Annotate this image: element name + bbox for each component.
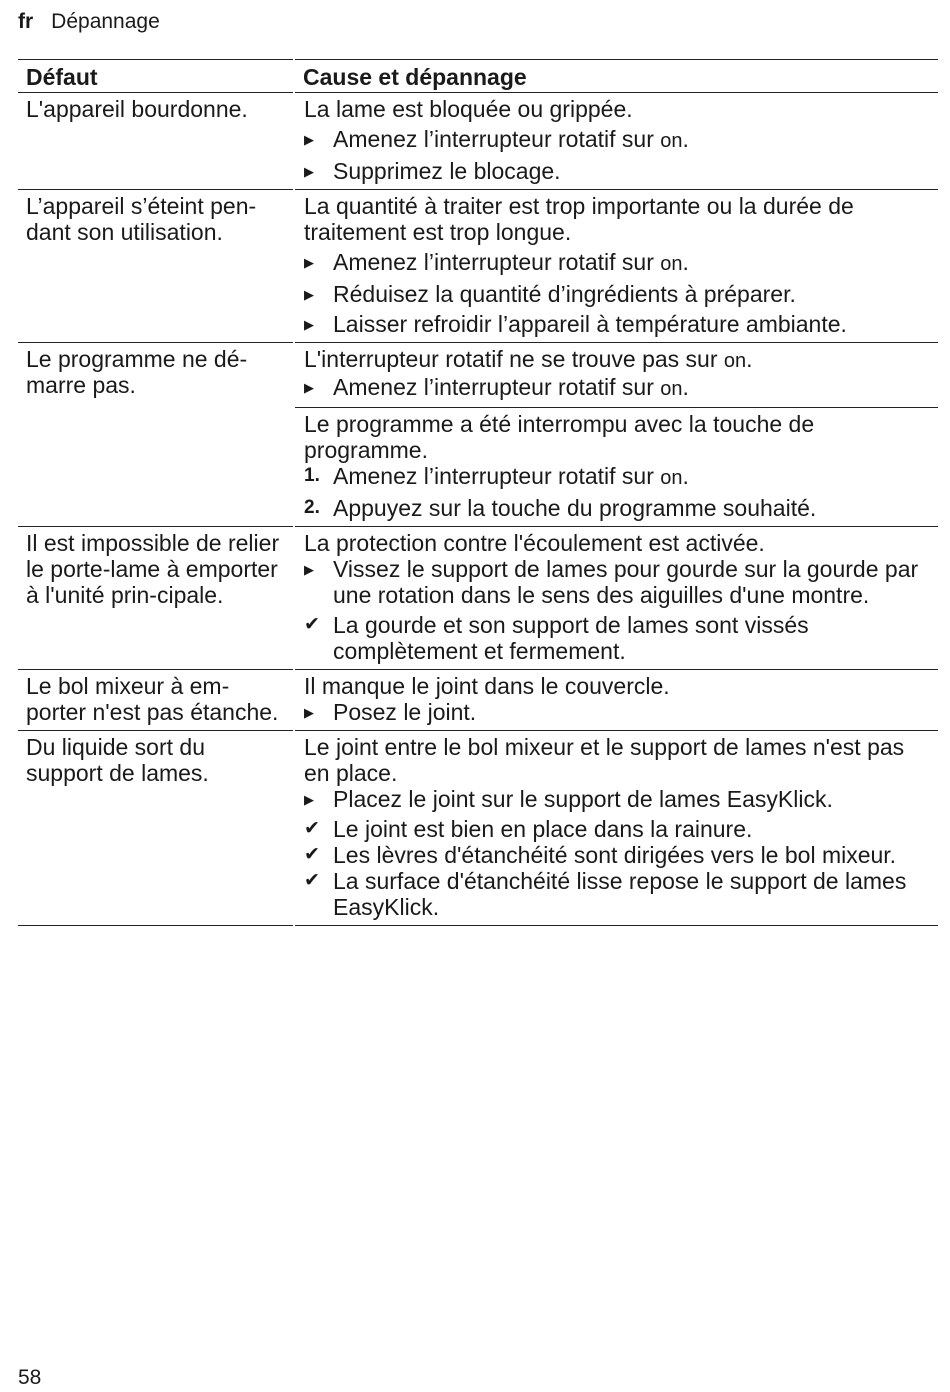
numbered-step-item: 2. Appuyez sur la touche du programme souhaité. [304, 495, 817, 521]
fault-cell: L’appareil s’éteint pen-dant son utilisation. [18, 190, 294, 343]
step-list [304, 126, 930, 184]
table-row [18, 190, 938, 343]
cause-text: La quantité à traiter est trop importante ou la durée de traitement est trop longue. [304, 193, 854, 245]
switch-position-code: on [723, 350, 747, 372]
result-item: ✔ Les lèvres d'étanchéité sont dirigées vers le bol mixeur. [304, 842, 897, 868]
table-header-row [18, 60, 938, 93]
result-item: ✔ Le joint est bien en place dans la rainure. [304, 816, 753, 842]
step-item: ▶ Laisser refroidir l’appareil à température ambiante. [304, 311, 847, 337]
cause-cell [294, 670, 938, 731]
switch-position-code: on [660, 378, 683, 400]
triangle-right-icon: ▶ [304, 317, 314, 332]
step-number: 2. [304, 497, 320, 518]
step-item: ▶ Amenez l’interrupteur rotatif sur on. [304, 249, 689, 275]
step-item: ▶ Supprimez le blocage. [304, 158, 561, 184]
page-number: 58 [18, 1366, 42, 1389]
checkmark-icon: ✔ [304, 614, 320, 635]
fault-cell: Du liquide sort du support de lames. [18, 731, 294, 926]
cause-cell [294, 93, 938, 190]
triangle-right-icon: ▶ [304, 132, 314, 147]
step-number: 1. [304, 465, 320, 486]
fault-cell: L'appareil bourdonne. [18, 93, 294, 190]
step-item: ▶ Placez le joint sur le support de lames EasyKlick. [304, 786, 833, 812]
checkmark-icon: ✔ [304, 870, 320, 891]
triangle-right-icon: ▶ [304, 164, 314, 179]
triangle-right-icon: ▶ [304, 380, 314, 395]
language-code: fr [18, 10, 34, 33]
step-list [304, 249, 930, 337]
column-header-fault: Défaut [18, 60, 294, 93]
table-row [18, 731, 938, 926]
table-row [18, 670, 938, 731]
cause-text: L'interrupteur rotatif ne se trouve pas sur on. [304, 346, 753, 372]
fault-cell: Le programme ne dé-marre pas. [18, 343, 294, 527]
fault-cell: Il est impossible de relier le porte-lame à emporter à l'unité prin-cipale. [18, 527, 294, 670]
troubleshooting-table [18, 59, 938, 926]
step-list [304, 786, 930, 920]
triangle-right-icon: ▶ [304, 792, 314, 807]
switch-position-code: on [660, 467, 683, 489]
cause-text: Il manque le joint dans le couvercle. [304, 673, 670, 699]
step-item: ▶ Amenez l’interrupteur rotatif sur on. [304, 374, 689, 400]
cause-text: Le programme a été interrompu avec la touche de programme. [304, 411, 815, 463]
result-item: ✔ La surface d'étanchéité lisse repose le support de lames EasyKlick. [304, 868, 907, 920]
table-row [18, 343, 938, 408]
triangle-right-icon: ▶ [304, 705, 314, 720]
triangle-right-icon: ▶ [304, 255, 314, 270]
cause-cell [294, 408, 938, 527]
step-item: ▶ Amenez l’interrupteur rotatif sur on. [304, 126, 689, 152]
result-item: ✔ La gourde et son support de lames sont vissés complètement et fermement. [304, 612, 809, 664]
table-row [18, 527, 938, 670]
triangle-right-icon: ▶ [304, 287, 314, 302]
section-title: Dépannage [51, 10, 160, 33]
switch-position-code: on [660, 130, 683, 152]
step-item: ▶ Réduisez la quantité d’ingrédients à préparer. [304, 281, 796, 307]
fault-cell: Le bol mixeur à em-porter n'est pas étanche. [18, 670, 294, 731]
step-item: ▶ Posez le joint. [304, 699, 477, 725]
page-header [18, 9, 160, 35]
checkmark-icon: ✔ [304, 844, 320, 865]
column-header-cause: Cause et dépannage [294, 60, 938, 93]
cause-text: La lame est bloquée ou grippée. [304, 96, 633, 122]
cause-text: La protection contre l'écoulement est activée. [304, 530, 765, 556]
numbered-step-item: 1. Amenez l’interrupteur rotatif sur on. [304, 463, 689, 489]
step-list [304, 556, 930, 664]
switch-position-code: on [660, 253, 683, 275]
step-list [304, 374, 930, 402]
cause-cell [294, 731, 938, 926]
cause-cell [294, 190, 938, 343]
cause-cell [294, 527, 938, 670]
step-item: ▶ Vissez le support de lames pour gourde sur la gourde par une rotation dans le sens des aiguilles d'une montre. [304, 556, 919, 608]
cause-cell [294, 343, 938, 408]
checkmark-icon: ✔ [304, 818, 320, 839]
step-list [304, 699, 930, 725]
table-row [18, 93, 938, 190]
cause-text: Le joint entre le bol mixeur et le support de lames n'est pas en place. [304, 734, 905, 786]
numbered-step-list [304, 463, 930, 521]
triangle-right-icon: ▶ [304, 562, 314, 577]
